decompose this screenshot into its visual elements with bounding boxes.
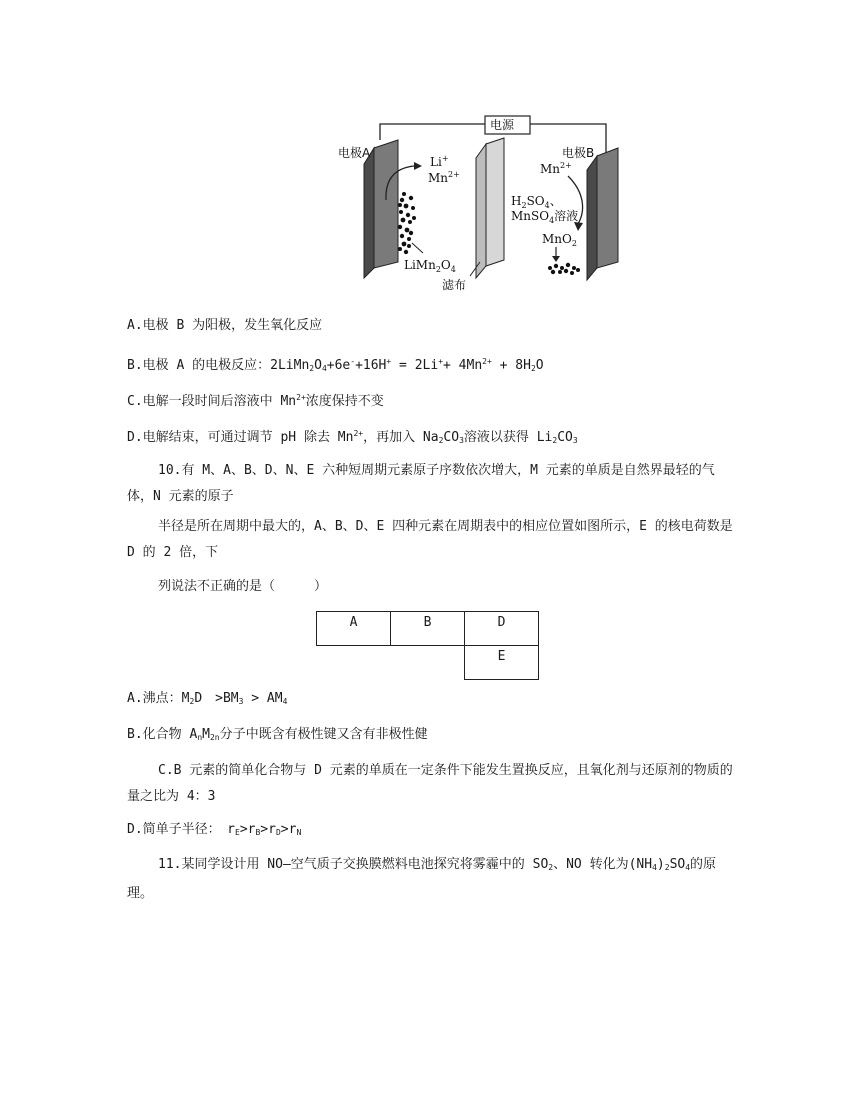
power-source-label: 电源 bbox=[490, 118, 515, 132]
q10-stem-part3: 列说法不正确的是（ ） bbox=[158, 579, 328, 594]
electrode-a-side bbox=[364, 148, 374, 278]
mnso4-label: MnSO$_4$溶液 bbox=[511, 209, 579, 225]
electrode-b-side bbox=[587, 156, 597, 280]
electrode-b-label: 电极B bbox=[562, 146, 595, 160]
mno2-precipitate bbox=[548, 263, 580, 275]
cell-empty-2 bbox=[391, 646, 465, 680]
q10-option-c: C.B 元素的简单化合物与 D 元素的单质在一定条件下能发生置换反应，且氧化剂与还原剂的物质的量之比为 4：3 bbox=[127, 763, 733, 804]
mno2-arrowhead bbox=[552, 256, 560, 262]
mn-ion-left-label: $Mn^{2+}$ bbox=[428, 170, 460, 185]
h2so4-label: $H_2SO_4$、 bbox=[511, 194, 562, 210]
cell-d: D bbox=[465, 612, 539, 646]
filter-cloth-label: 滤布 bbox=[442, 278, 467, 292]
filter-cloth-side bbox=[476, 144, 486, 278]
electrode-a-label: 电极A bbox=[338, 146, 371, 160]
cell-e: E bbox=[465, 646, 539, 680]
cell-b: B bbox=[391, 612, 465, 646]
cell-a: A bbox=[317, 612, 391, 646]
limn2o4-label: $LiMn_2O_4$ bbox=[404, 258, 456, 274]
limn2o4-deposit bbox=[398, 192, 416, 254]
q10-option-b: B.化合物 $A_nM_{2n}$分子中既含有极性键又含有非极性健 bbox=[127, 727, 428, 742]
q10-option-a: A.沸点：$M_2D$ $>BM_3 > AM_4$ bbox=[127, 691, 288, 706]
periodic-position-table bbox=[316, 611, 539, 680]
q10-option-d: D.简单子半径： $r_E>r_B>r_D>r_N$ bbox=[127, 822, 302, 837]
wire-left bbox=[380, 124, 485, 140]
limn2o4-pointer bbox=[412, 243, 423, 253]
q9-option-c: C.电解一段时间后溶液中 $Mn^{2+}$浓度保持不变 bbox=[127, 393, 384, 409]
arrowhead-left bbox=[414, 162, 422, 170]
mn-ion-right-label: $Mn^{2+}$ bbox=[540, 161, 572, 176]
q9-option-b: B.电极 A 的电极反应：$2LiMn_2O_4+6e^-+16H^+ = 2Li^++ 4Mn^{2+} + 8H_2O$ bbox=[127, 357, 544, 373]
q10-stem-part1: 10.有 M、A、B、D、N、E 六种短周期元素原子序数依次增大，M 元素的单质是自然界最轻的气体，N 元素的原子 bbox=[127, 463, 715, 504]
electrode-b-face bbox=[597, 148, 618, 268]
arrowhead-right bbox=[574, 222, 583, 231]
q11-stem: 11.某同学设计用 NO—空气质子交换膜燃料电池探究将雾霾中的 $SO_2$、NO 转化为$(NH_4)_2SO_4$的原理。 bbox=[127, 857, 717, 901]
electrode-a-face bbox=[374, 140, 398, 268]
filter-cloth-face bbox=[486, 138, 504, 266]
q10-stem-part2: 半径是所在周期中最大的，A、B、D、E 四种元素在周期表中的相应位置如图所示，E 的核电荷数是 D 的 2 倍，下 bbox=[127, 519, 733, 560]
q9-option-d: D.电解结束，可通过调节 pH 除去 $Mn^{2+}$，再加入 $Na_2CO_3$溶液以获得 $Li_2CO_3$ bbox=[127, 429, 578, 445]
electrolysis-diagram bbox=[330, 112, 620, 298]
cell-empty-1 bbox=[317, 646, 391, 680]
mno2-label: MnO$_2$ bbox=[542, 232, 577, 248]
li-ion-label: Li+ bbox=[430, 154, 449, 169]
q9-option-a: A.电极 B 为阳极，发生氧化反应 bbox=[127, 318, 323, 333]
